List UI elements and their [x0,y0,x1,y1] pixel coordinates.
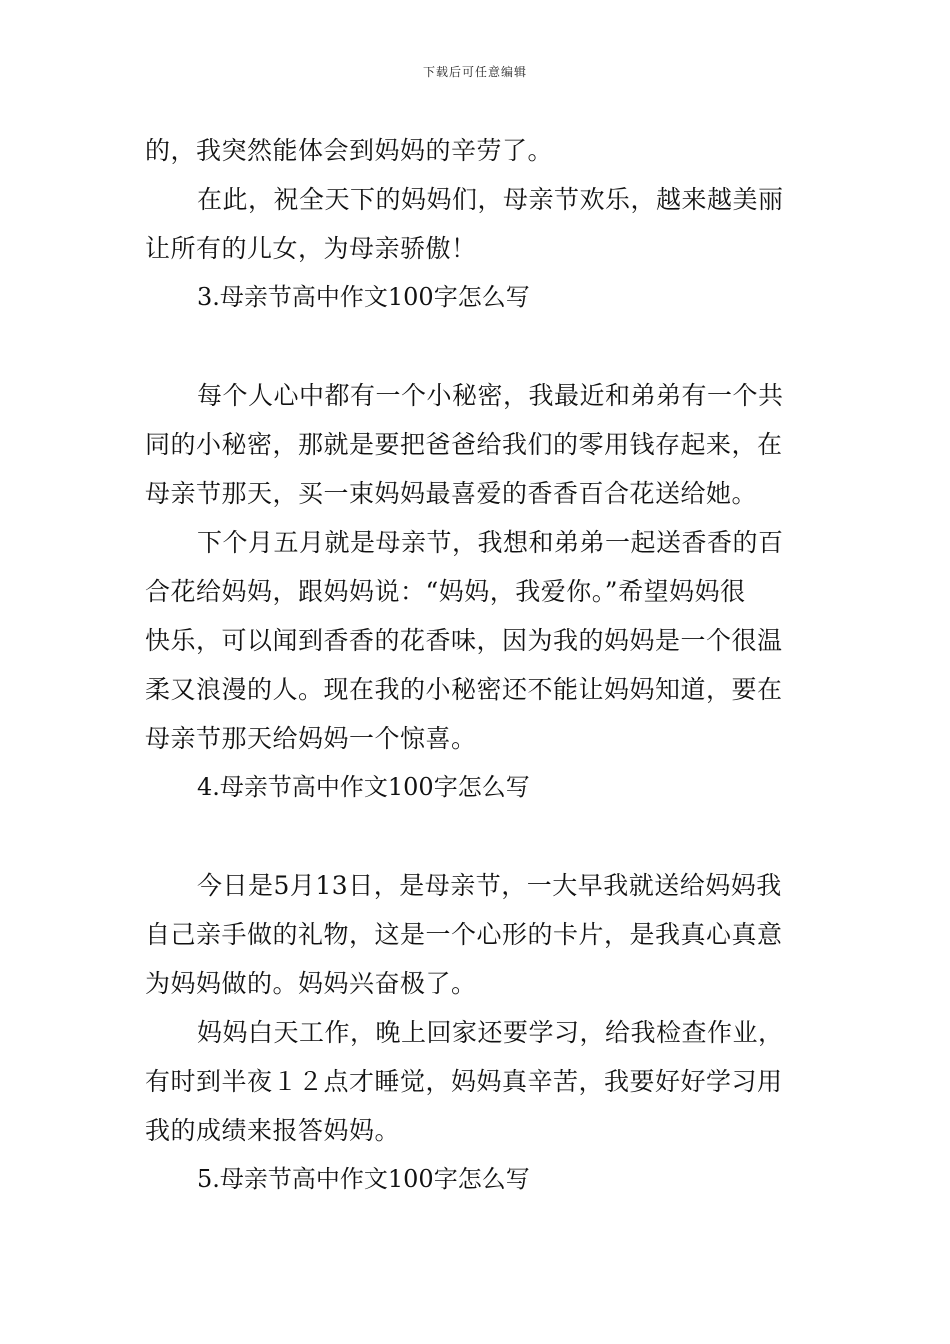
paragraph-line: 自己亲手做的礼物，这是一个心形的卡片，是我真心真意 [145,920,783,949]
paragraph-line: 快乐，可以闻到香香的花香味，因为我的妈妈是一个很温 [145,626,783,655]
paragraph-line: 今日是5月13日，是母亲节，一大早我就送给妈妈我 [197,871,782,900]
section-heading-4: 4.母亲节高中作文100字怎么写 [197,773,530,801]
paragraph-line: 柔又浪漫的人。现在我的小秘密还不能让妈妈知道，要在 [145,675,783,704]
paragraph-line: 妈妈白天工作，晚上回家还要学习，给我检查作业， [197,1018,784,1047]
paragraph-line: 母亲节那天，买一束妈妈最喜爱的香香百合花送给她。 [145,479,758,508]
paragraph-line: 同的小秘密，那就是要把爸爸给我们的零用钱存起来，在 [145,430,783,459]
paragraph-line: 为妈妈做的。妈妈兴奋极了。 [145,969,477,998]
paragraph-line: 的，我突然能体会到妈妈的辛劳了。 [145,136,554,165]
document-body [145,126,807,1204]
spacer [145,812,807,861]
paragraph-line: 在此，祝全天下的妈妈们，母亲节欢乐，越来越美丽 [197,185,784,214]
paragraph-line: 下个月五月就是母亲节，我想和弟弟一起送香香的百 [197,528,784,557]
section-heading-5: 5.母亲节高中作文100字怎么写 [197,1165,530,1193]
spacer [145,322,807,371]
section-heading-3: 3.母亲节高中作文100字怎么写 [197,283,530,311]
header-note: 下载后可任意编辑 [422,65,527,79]
paragraph-line: 合花给妈妈，跟妈妈说：“妈妈，我爱你。”希望妈妈很 [145,577,746,606]
paragraph-line: 有时到半夜１２点才睡觉，妈妈真辛苦，我要好好学习用 [145,1067,783,1096]
paragraph-line: 我的成绩来报答妈妈。 [145,1116,401,1145]
paragraph-line: 母亲节那天给妈妈一个惊喜。 [145,724,477,753]
paragraph-line: 让所有的儿女，为母亲骄傲！ [145,234,477,263]
paragraph-line: 每个人心中都有一个小秘密，我最近和弟弟有一个共 [197,381,784,410]
